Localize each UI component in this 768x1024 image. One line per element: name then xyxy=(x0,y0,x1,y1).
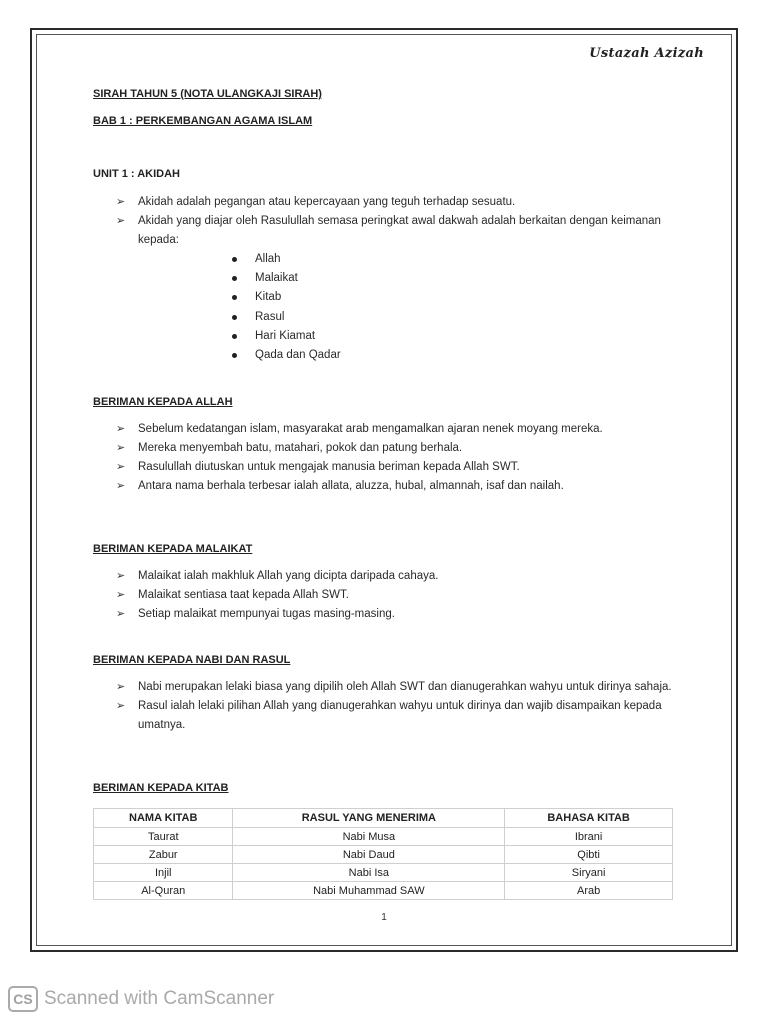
arrow-bullet-icon: ➢ xyxy=(116,589,126,601)
list-item: ➢ Akidah yang diajar oleh Rasulullah semasa peringkat awal dakwah adalah berkaitan dengan keimanan kepada: xyxy=(116,212,676,250)
section-heading-rasul: BERIMAN KEPADA NABI DAN RASUL xyxy=(93,654,291,666)
list-item: ➢ Akidah adalah pegangan atau kepercayaan yang teguh terhadap sesuatu. xyxy=(116,193,676,212)
table-cell: Zabur xyxy=(94,846,233,864)
list-item: Rasul xyxy=(230,308,341,327)
arrow-bullet-icon: ➢ xyxy=(116,196,126,208)
table-header-cell: BAHASA KITAB xyxy=(505,809,673,828)
document-title: SIRAH TAHUN 5 (NOTA ULANGKAJI SIRAH) xyxy=(93,88,322,100)
arrow-bullet-icon: ➢ xyxy=(116,608,126,620)
page-number: 1 xyxy=(381,912,387,923)
arrow-bullet-icon: ➢ xyxy=(116,215,126,227)
table-header-cell: NAMA KITAB xyxy=(94,809,233,828)
table-cell: Siryani xyxy=(505,864,673,882)
list-item: Hari Kiamat xyxy=(230,327,341,346)
dot-bullet-icon xyxy=(232,257,237,262)
akidah-points xyxy=(116,193,676,250)
dot-bullet-icon xyxy=(232,334,237,339)
list-item: ➢ Mereka menyembah batu, matahari, pokok dan patung berhala. xyxy=(116,439,676,458)
section-heading-allah: BERIMAN KEPADA ALLAH xyxy=(93,396,233,408)
watermark-text: Scanned with CamScanner xyxy=(44,988,275,1009)
table-row xyxy=(94,864,673,882)
table-header-row xyxy=(94,809,673,828)
list-item: ➢ Rasulullah diutuskan untuk mengajak manusia beriman kepada Allah SWT. xyxy=(116,458,676,477)
table-cell: Qibti xyxy=(505,846,673,864)
list-item: ➢ Setiap malaikat mempunyai tugas masing-masing. xyxy=(116,605,676,624)
table-cell: Injil xyxy=(94,864,233,882)
akidah-belief-list xyxy=(230,250,341,365)
list-item: ➢ Antara nama berhala terbesar ialah allata, aluzza, hubal, almannah, isaf dan nailah. xyxy=(116,477,676,496)
rasul-points xyxy=(116,678,676,735)
camscanner-logo-icon: CS xyxy=(8,986,38,1012)
list-item: ➢ Rasul ialah lelaki pilihan Allah yang dianugerahkan wahyu untuk dirinya dan wajib disampaikan kepada umatnya. xyxy=(116,697,676,735)
table-cell: Arab xyxy=(505,882,673,900)
table-header-cell: RASUL YANG MENERIMA xyxy=(233,809,505,828)
dot-bullet-icon xyxy=(232,295,237,300)
allah-points xyxy=(116,420,676,496)
table-cell: Nabi Isa xyxy=(233,864,505,882)
list-item: ➢ Malaikat sentiasa taat kepada Allah SWT. xyxy=(116,586,676,605)
list-item: ➢ Sebelum kedatangan islam, masyarakat arab mengamalkan ajaran nenek moyang mereka. xyxy=(116,420,676,439)
arrow-bullet-icon: ➢ xyxy=(116,442,126,454)
dot-bullet-icon xyxy=(232,276,237,281)
table-row xyxy=(94,828,673,846)
kitab-table xyxy=(93,808,673,900)
arrow-bullet-icon: ➢ xyxy=(116,570,126,582)
table-cell: Nabi Muhammad SAW xyxy=(233,882,505,900)
arrow-bullet-icon: ➢ xyxy=(116,423,126,435)
table-row xyxy=(94,846,673,864)
table-cell: Nabi Musa xyxy=(233,828,505,846)
table-cell: Al-Quran xyxy=(94,882,233,900)
list-item: Malaikat xyxy=(230,269,341,288)
table-row xyxy=(94,882,673,900)
table-cell: Ibrani xyxy=(505,828,673,846)
section-heading-kitab: BERIMAN KEPADA KITAB xyxy=(93,782,229,794)
list-item: Allah xyxy=(230,250,341,269)
dot-bullet-icon xyxy=(232,353,237,358)
arrow-bullet-icon: ➢ xyxy=(116,461,126,473)
list-item: Qada dan Qadar xyxy=(230,346,341,365)
list-item: ➢ Nabi merupakan lelaki biasa yang dipilih oleh Allah SWT dan dianugerahkan wahyu untuk dirinya sahaja. xyxy=(116,678,676,697)
author-name: Ustazah Azizah xyxy=(589,46,704,61)
table-cell: Nabi Daud xyxy=(233,846,505,864)
chapter-title: BAB 1 : PERKEMBANGAN AGAMA ISLAM xyxy=(93,115,313,127)
arrow-bullet-icon: ➢ xyxy=(116,480,126,492)
camscanner-watermark xyxy=(8,986,274,1012)
table-cell: Taurat xyxy=(94,828,233,846)
list-item: ➢ Malaikat ialah makhluk Allah yang dicipta daripada cahaya. xyxy=(116,567,676,586)
dot-bullet-icon xyxy=(232,315,237,320)
arrow-bullet-icon: ➢ xyxy=(116,700,126,712)
malaikat-points xyxy=(116,567,676,624)
section-heading-malaikat: BERIMAN KEPADA MALAIKAT xyxy=(93,543,253,555)
unit-title: UNIT 1 : AKIDAH xyxy=(93,168,180,180)
arrow-bullet-icon: ➢ xyxy=(116,681,126,693)
list-item: Kitab xyxy=(230,288,341,307)
